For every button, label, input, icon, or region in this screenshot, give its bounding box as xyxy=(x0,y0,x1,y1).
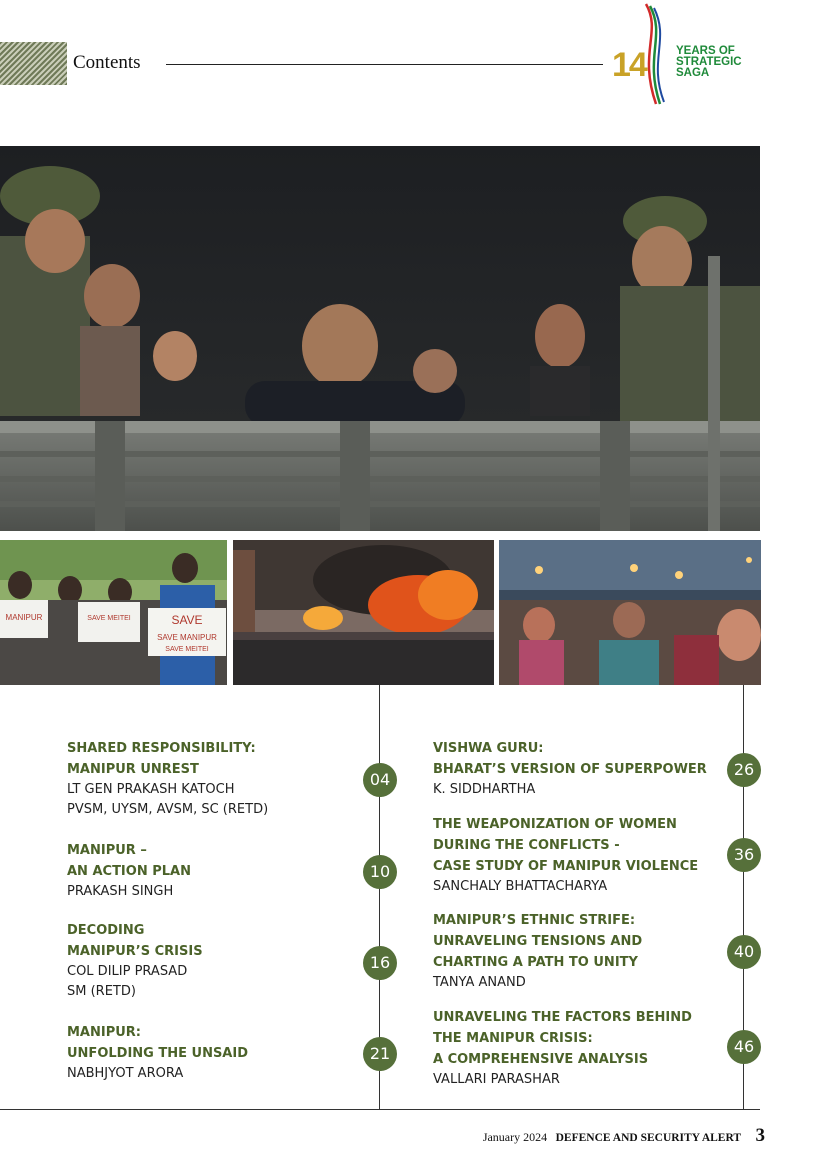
logo-number: 14 xyxy=(612,46,646,84)
toc-entry[interactable] xyxy=(433,1007,692,1090)
magazine-name: DEFENCE AND SECURITY ALERT xyxy=(555,1132,742,1144)
entry-author-line: K. SIDDHARTHA xyxy=(433,782,536,797)
entry-author-line: SANCHALY BHATTACHARYA xyxy=(433,879,608,894)
entry-title-line: THE MANIPUR CRISIS: xyxy=(433,1031,593,1046)
footer-rule xyxy=(0,1109,760,1110)
page-number-badge[interactable]: 10 xyxy=(363,855,397,889)
toc-entry[interactable] xyxy=(67,840,191,902)
torch-rally-photo xyxy=(499,540,761,685)
entry-author-line: PVSM, UYSM, AVSM, SC (RETD) xyxy=(67,802,269,817)
page-number-badge[interactable]: 36 xyxy=(727,838,761,872)
entry-title-line: BHARAT’S VERSION OF SUPERPOWER xyxy=(433,762,707,777)
entry-title-line: MANIPUR’S CRISIS xyxy=(67,944,203,959)
protest-banners-photo xyxy=(0,540,227,685)
entry-title-line: THE WEAPONIZATION OF WOMEN xyxy=(433,817,677,832)
entry-title-line: DECODING xyxy=(67,923,145,938)
page-title: Contents xyxy=(73,52,141,73)
entry-author-line: NABHJYOT ARORA xyxy=(67,1066,184,1081)
entry-title-line: MANIPUR UNREST xyxy=(67,762,199,777)
entry-author-line: PRAKASH SINGH xyxy=(67,884,174,899)
page-number-badge[interactable]: 40 xyxy=(727,935,761,969)
main-photo xyxy=(0,146,760,531)
banner-text: SAVE MEITEI xyxy=(87,615,131,622)
fire-crowd-photo xyxy=(233,540,494,685)
entry-title-line: SHARED RESPONSIBILITY: xyxy=(67,741,256,756)
header-hatch-block xyxy=(0,42,67,85)
banner-text: SAVE MANIPUR xyxy=(157,633,217,642)
entry-title-line: MANIPUR’S ETHNIC STRIFE: xyxy=(433,913,636,928)
toc-entry[interactable] xyxy=(433,910,642,993)
entry-title-line: A COMPREHENSIVE ANALYSIS xyxy=(433,1052,649,1067)
entry-title-line: MANIPUR: xyxy=(67,1025,142,1040)
entry-title-line: DURING THE CONFLICTS - xyxy=(433,838,620,853)
entry-title-line: CASE STUDY OF MANIPUR VIOLENCE xyxy=(433,859,699,874)
entry-title-line: VISHWA GURU: xyxy=(433,741,544,756)
entry-title-line: UNRAVELING THE FACTORS BEHIND xyxy=(433,1010,692,1025)
logo-line: YEARS OF xyxy=(676,45,735,57)
page-number-badge[interactable]: 26 xyxy=(727,753,761,787)
entry-author-line: VALLARI PARASHAR xyxy=(433,1072,560,1087)
page-footer xyxy=(483,1125,765,1147)
logo-line: SAGA xyxy=(676,67,710,79)
page-number-badge[interactable]: 16 xyxy=(363,946,397,980)
toc-entry[interactable] xyxy=(433,738,707,800)
banner-text: SAVE MEITEI xyxy=(165,646,209,653)
logo-line: STRATEGIC xyxy=(676,56,742,68)
page-number-badge[interactable]: 46 xyxy=(727,1030,761,1064)
toc-entry[interactable] xyxy=(67,738,268,820)
folio-number: 3 xyxy=(755,1125,765,1146)
entry-title-line: UNFOLDING THE UNSAID xyxy=(67,1046,248,1061)
entry-author-line: COL DILIP PRASAD xyxy=(67,964,188,979)
entry-author-line: LT GEN PRAKASH KATOCH xyxy=(67,782,235,797)
page-number-badge[interactable]: 21 xyxy=(363,1037,397,1071)
entry-title-line: UNRAVELING TENSIONS AND xyxy=(433,934,643,949)
entry-author-line: TANYA ANAND xyxy=(433,975,526,990)
toc-entry[interactable] xyxy=(433,814,698,897)
entry-author-line: SM (RETD) xyxy=(67,984,136,999)
entry-title-line: MANIPUR – xyxy=(67,843,147,858)
issue-date: January 2024 xyxy=(482,1130,548,1144)
logo-text xyxy=(676,46,766,79)
toc-entry[interactable] xyxy=(67,1022,248,1084)
toc-entry[interactable] xyxy=(67,920,203,1002)
header-rule xyxy=(166,64,603,65)
banner-text: MANIPUR xyxy=(5,613,43,622)
entry-title-line: AN ACTION PLAN xyxy=(67,864,191,879)
page-number-badge[interactable]: 04 xyxy=(363,763,397,797)
banner-text: SAVE xyxy=(171,613,203,627)
entry-title-line: CHARTING A PATH TO UNITY xyxy=(433,955,638,970)
